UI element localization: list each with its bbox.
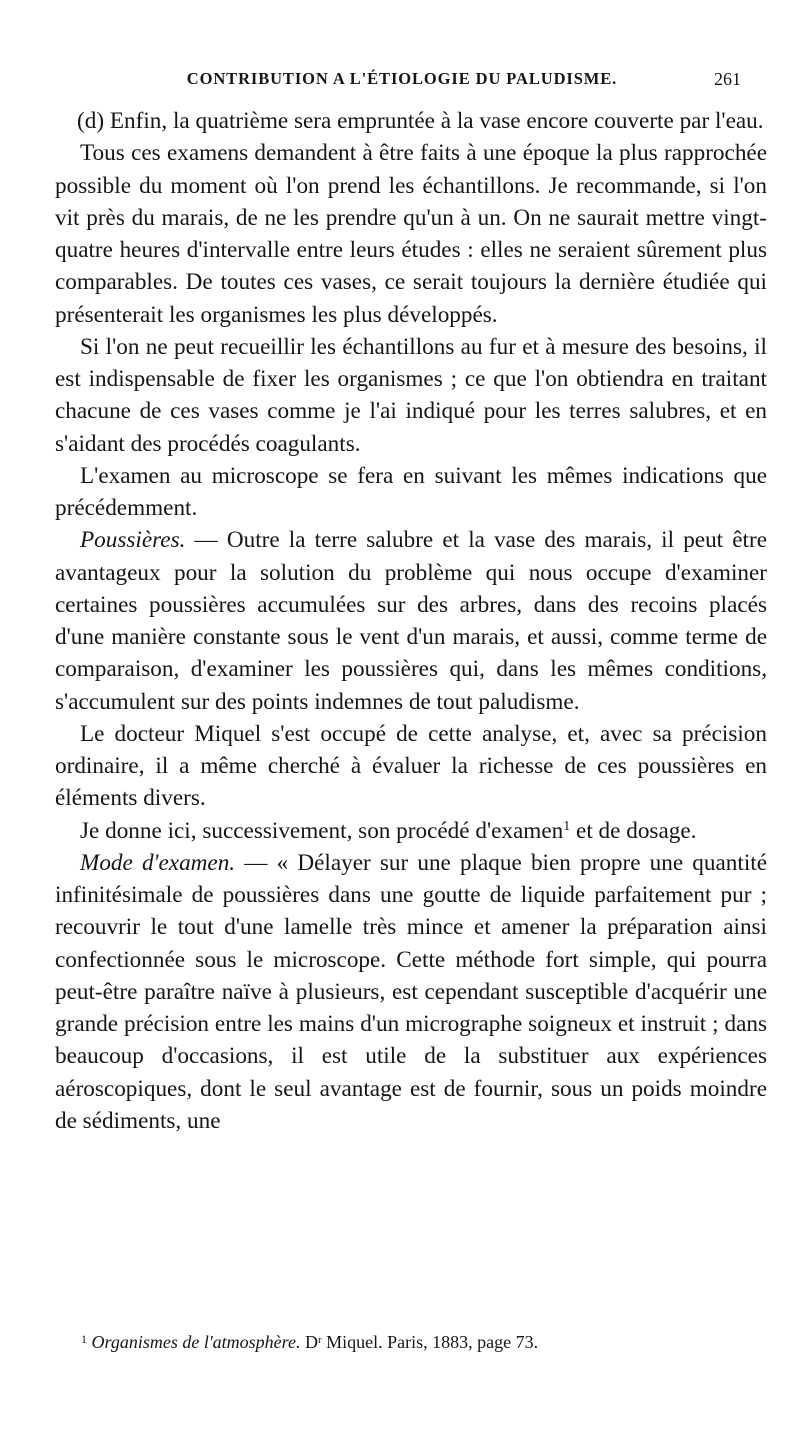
paragraph-with-note xyxy=(55,815,767,847)
paragraph-poussieres xyxy=(55,524,767,718)
paragraph: L'examen au microscope se fera en suivant les mêmes indications que précédemment. xyxy=(55,462,767,521)
paragraph-text: — Outre la terre salubre et la vase des marais, il peut être avantageux pour la solution du problème qui nous occupe d'examiner certaines poussières accumulées sur des arbres, dans des recoins placés d'une manière constante sous le vent d'un marais, et aussi, comme terme de comparaison, d'examiner les poussières qui, dans les mêmes conditions, s'accumulent sur des points indemnes de tout paludisme. xyxy=(55,527,767,715)
footnote-reference: 1 xyxy=(563,818,571,834)
page-number: 261 xyxy=(714,69,741,89)
paragraph: (d) Enfin, la quatrième sera empruntée à la vase encore couverte par l'eau. xyxy=(77,108,764,134)
section-heading-poussieres: Poussières. xyxy=(80,527,186,554)
footnote-marker: 1 xyxy=(81,1332,87,1346)
paragraph: Si l'on ne peut recueillir les échantillons au fur et à mesure des besoins, il est indispensable de fixer les organismes ; ce que l'on obtiendra en traitant chacune de ces vases comme je l'ai indiqué pour les terres salubres, et en s'aidant des procédés coagulants. xyxy=(55,333,767,457)
page-header xyxy=(57,64,747,94)
body-text xyxy=(55,105,767,1137)
footnote-author-sup: r xyxy=(318,1334,322,1346)
footnote xyxy=(81,1327,761,1354)
footnote-title: Organismes de l'atmosphère. xyxy=(91,1332,301,1352)
paragraph-text: et de dosage. xyxy=(570,817,697,844)
running-head: CONTRIBUTION A L'ÉTIOLOGIE DU PALUDISME. xyxy=(186,69,618,88)
paragraph-text: — « Délayer sur une plaque bien propre une quantité infinitésimale de poussières dans une goutte de liquide parfaitement pur ; recouvrir le tout d'une lamelle très mince et amener la préparation ainsi confectionnée sous le microscope. Cette méthode fort simple, qui pourra peut-être paraître naïve à plusieurs, est cependant susceptible d'acquérir une grande précision entre les mains d'un micrographe soigneux et instruit ; dans beaucoup d'occasions, il est utile de la substituer aux expériences aéroscopiques, dont le seul avantage est de fournir, sous un poids moindre de sédiments, une xyxy=(55,849,767,1134)
paragraph-text: Je donne ici, successivement, son procédé d'examen xyxy=(80,817,564,844)
paragraph: Le docteur Miquel s'est occupé de cette analyse, et, avec sa précision ordinaire, il a même cherché à évaluer la richesse de ces poussières en éléments divers. xyxy=(55,720,767,812)
paragraph: Tous ces examens demandent à être faits à une époque la plus rapprochée possible du moment où l'on prend les échantillons. Je recommande, si l'on vit près du marais, de ne les prendre qu'un à un. On ne saurait mettre vingt-quatre heures d'intervalle entre leurs études : elles ne seraient sûrement plus comparables. De toutes ces vases, ce serait toujours la dernière étudiée qui présenterait les organismes les plus développés. xyxy=(55,140,767,328)
footnote-rest: Miquel. Paris, 1883, page 73. xyxy=(321,1332,539,1352)
section-heading-mode-examen: Mode d'examen. xyxy=(80,849,236,876)
paragraph-mode-examen xyxy=(55,847,767,1137)
footnote-author-prefix: D xyxy=(300,1332,318,1352)
